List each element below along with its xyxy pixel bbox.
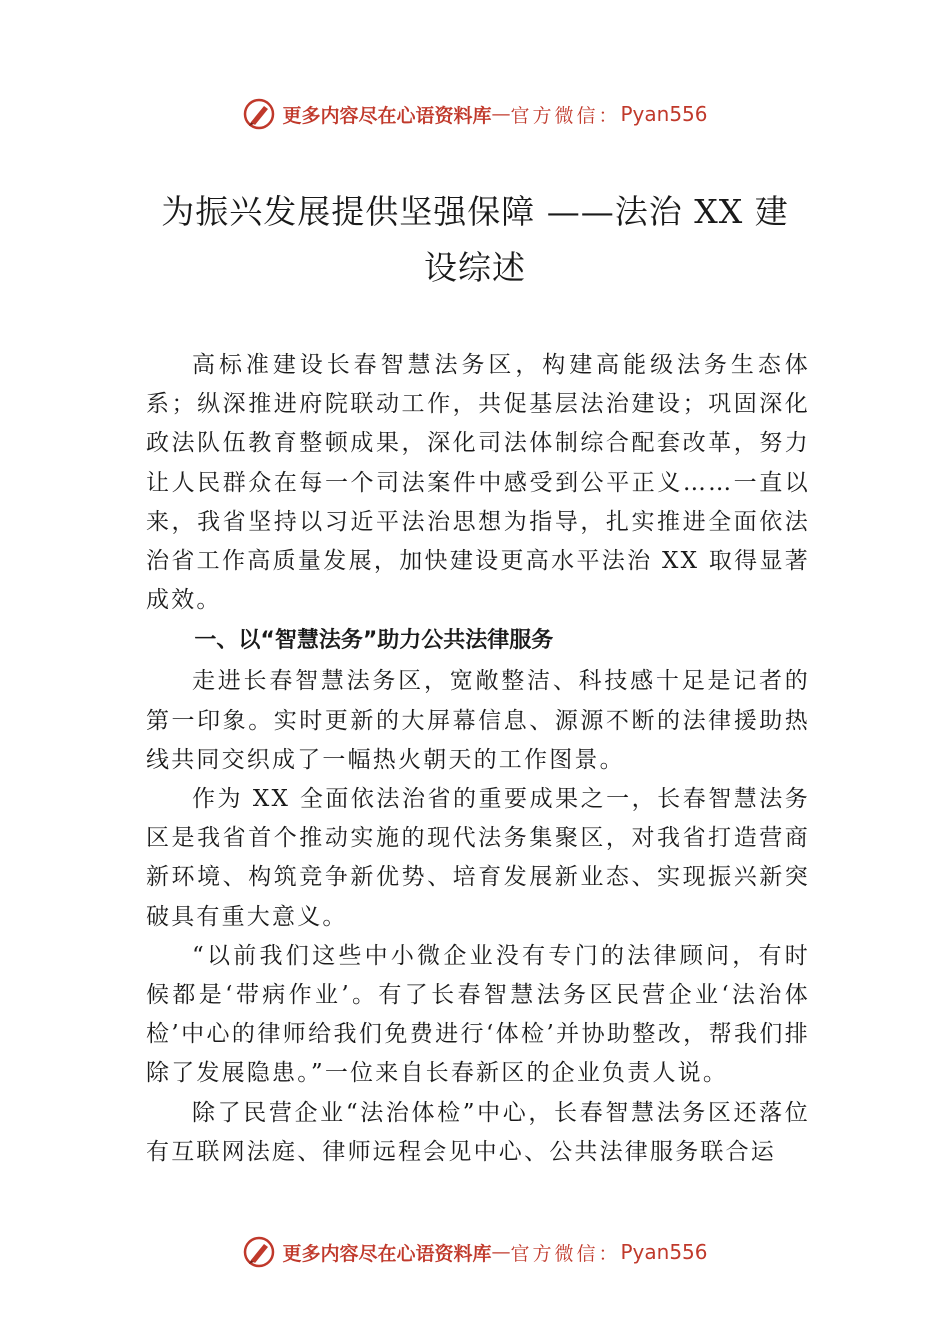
banner-wechat-id: Pyan556: [620, 102, 708, 126]
banner-separator: —: [491, 1241, 511, 1263]
document-body: [146, 346, 810, 1172]
section-heading-1: 一、以“智慧法务”助力公共法律服务: [194, 628, 554, 654]
banner-label: 官方微信：: [510, 104, 621, 127]
pen-logo-icon: [242, 97, 276, 131]
footer-banner: [0, 1232, 950, 1272]
paragraph-5: 除了民营企业“法治体检”中心，长春智慧法务区还落位有互联网法庭、律师远程会见中心、公共法律服务联合运: [146, 1099, 810, 1165]
banner-text: 更多内容尽在心语资料库: [282, 1242, 492, 1265]
pen-logo-icon: [242, 1235, 276, 1269]
paragraph-4: “以前我们这些中小微企业没有专门的法律顾问，有时候都是‘带病作业’。有了长春智慧法务区民营企业‘法治体检’中心的律师给我们免费进行‘体检’并协助整改，帮我们排除了发展隐患。”一位来自长春新区的企业负责人说。: [146, 942, 810, 1087]
document-title: [130, 184, 820, 296]
header-banner: [0, 94, 950, 134]
paragraph-3: 作为 XX 全面依法治省的重要成果之一，长春智慧法务区是我省首个推动实施的现代法务集聚区，对我省打造营商新环境、构筑竞争新优势、培育发展新业态、实现振兴新突破具有重大意义。: [146, 786, 810, 930]
paragraph-2: 走进长春智慧法务区，宽敞整洁、科技感十足是记者的第一印象。实时更新的大屏幕信息、源源不断的法律援助热线共同交织成了一幅热火朝天的工作图景。: [146, 668, 810, 773]
banner-wechat-id: Pyan556: [620, 1240, 708, 1264]
banner-text: 更多内容尽在心语资料库: [282, 104, 492, 127]
title-line-2: 设综述: [424, 248, 526, 287]
paragraph-intro: 高标准建设长春智慧法务区，构建高能级法务生态体系；纵深推进府院联动工作，共促基层法治建设；巩固深化政法队伍教育整顿成果，深化司法体制综合配套改革，努力让人民群众在每一个司法案件中感受到公平正义……一直以来，我省坚持以习近平法治思想为指导，扎实推进全面依法治省工作高质量发展，加快建设更高水平法治 XX 取得显著成效。: [146, 352, 810, 614]
banner-separator: —: [491, 103, 511, 125]
banner-label: 官方微信：: [510, 1242, 621, 1265]
title-line-1: 为振兴发展提供坚强保障 ——法治 XX 建: [161, 192, 789, 231]
